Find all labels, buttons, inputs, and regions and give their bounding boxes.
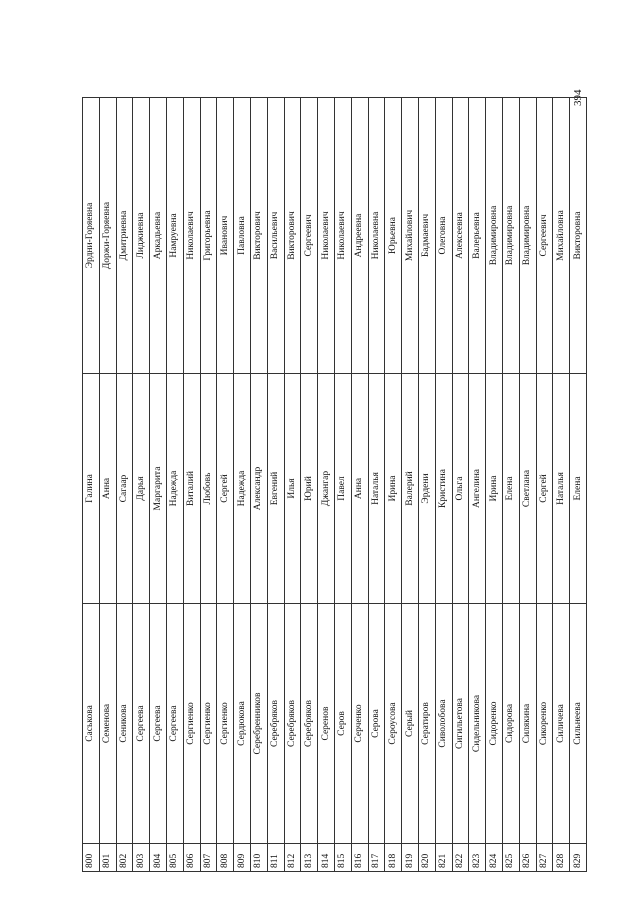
table-row bbox=[234, 98, 251, 872]
rotated-table-frame bbox=[82, 98, 583, 872]
table-row bbox=[250, 98, 267, 872]
table-row bbox=[83, 98, 100, 872]
row-number-cell: 806 bbox=[183, 844, 200, 872]
row-number-cell: 829 bbox=[570, 844, 587, 872]
patronymic-cell: Григорьевна bbox=[200, 98, 217, 374]
row-number-cell: 828 bbox=[553, 844, 570, 872]
page-number: 394 bbox=[572, 89, 584, 107]
first-name-cell: Ирина bbox=[385, 374, 402, 604]
patronymic-cell: Лиджиевна bbox=[133, 98, 150, 374]
first-name-cell: Маргарита bbox=[150, 374, 167, 604]
table-row bbox=[334, 98, 351, 872]
table-row bbox=[452, 98, 469, 872]
table-row bbox=[536, 98, 553, 872]
row-number-cell: 813 bbox=[301, 844, 318, 872]
table-row bbox=[368, 98, 385, 872]
row-number-cell: 825 bbox=[502, 844, 519, 872]
row-number-cell: 818 bbox=[385, 844, 402, 872]
row-number-cell: 819 bbox=[402, 844, 419, 872]
patronymic-cell: Дмитриевна bbox=[116, 98, 133, 374]
table-row bbox=[284, 98, 301, 872]
last-name-cell: Сергиенко bbox=[200, 604, 217, 844]
patronymic-cell: Павловна bbox=[234, 98, 251, 374]
table-row bbox=[502, 98, 519, 872]
patronymic-cell: Николаевич bbox=[334, 98, 351, 374]
row-number-cell: 805 bbox=[166, 844, 183, 872]
last-name-cell: Сергиенко bbox=[217, 604, 234, 844]
row-number-cell: 821 bbox=[435, 844, 452, 872]
row-number-cell: 820 bbox=[418, 844, 435, 872]
last-name-cell: Сергеева bbox=[166, 604, 183, 844]
table-row bbox=[116, 98, 133, 872]
first-name-cell: Надежда bbox=[234, 374, 251, 604]
first-name-cell: Ангелина bbox=[469, 374, 486, 604]
first-name-cell: Сергей bbox=[536, 374, 553, 604]
table-row bbox=[435, 98, 452, 872]
row-number-cell: 802 bbox=[116, 844, 133, 872]
registry-table-container bbox=[82, 98, 583, 872]
patronymic-cell: Доржи-Горяевна bbox=[99, 98, 116, 374]
first-name-cell: Евгений bbox=[267, 374, 284, 604]
last-name-cell: Силичева bbox=[553, 604, 570, 844]
first-name-cell: Дарья bbox=[133, 374, 150, 604]
first-name-cell: Ольга bbox=[452, 374, 469, 604]
table-row bbox=[133, 98, 150, 872]
row-number-cell: 817 bbox=[368, 844, 385, 872]
table-row bbox=[553, 98, 570, 872]
table-row bbox=[183, 98, 200, 872]
patronymic-cell: Аркадьевна bbox=[150, 98, 167, 374]
last-name-cell: Сергиенко bbox=[183, 604, 200, 844]
first-name-cell: Наталья bbox=[368, 374, 385, 604]
last-name-cell: Силякина bbox=[519, 604, 536, 844]
first-name-cell: Кристина bbox=[435, 374, 452, 604]
last-name-cell: Сидорова bbox=[502, 604, 519, 844]
patronymic-cell: Владимировна bbox=[519, 98, 536, 374]
table-row bbox=[267, 98, 284, 872]
last-name-cell: Серченко bbox=[351, 604, 368, 844]
last-name-cell: Серебряков bbox=[267, 604, 284, 844]
first-name-cell: Анна bbox=[351, 374, 368, 604]
table-row bbox=[570, 98, 587, 872]
row-number-cell: 822 bbox=[452, 844, 469, 872]
patronymic-cell: Николаевна bbox=[368, 98, 385, 374]
first-name-cell: Надежда bbox=[166, 374, 183, 604]
first-name-cell: Ирина bbox=[486, 374, 503, 604]
patronymic-cell: Сергеевич bbox=[536, 98, 553, 374]
first-name-cell: Эрдени bbox=[418, 374, 435, 604]
patronymic-cell: Васильевич bbox=[267, 98, 284, 374]
first-name-cell: Илья bbox=[284, 374, 301, 604]
row-number-cell: 811 bbox=[267, 844, 284, 872]
table-row bbox=[150, 98, 167, 872]
table-row bbox=[519, 98, 536, 872]
last-name-cell: Сергеева bbox=[150, 604, 167, 844]
patronymic-cell: Сергеевич bbox=[301, 98, 318, 374]
first-name-cell: Юрий bbox=[301, 374, 318, 604]
patronymic-cell: Олеговна bbox=[435, 98, 452, 374]
table-row bbox=[217, 98, 234, 872]
last-name-cell: Серебряков bbox=[301, 604, 318, 844]
patronymic-cell: Николаевич bbox=[318, 98, 335, 374]
patronymic-cell: Владимировна bbox=[486, 98, 503, 374]
first-name-cell: Галина bbox=[83, 374, 100, 604]
last-name-cell: Сердюкова bbox=[234, 604, 251, 844]
last-name-cell: Сидельникова bbox=[469, 604, 486, 844]
patronymic-cell: Андреевна bbox=[351, 98, 368, 374]
patronymic-cell: Бадмаевич bbox=[418, 98, 435, 374]
first-name-cell: Любовь bbox=[200, 374, 217, 604]
table-row bbox=[418, 98, 435, 872]
row-number-cell: 803 bbox=[133, 844, 150, 872]
first-name-cell: Сагаар bbox=[116, 374, 133, 604]
row-number-cell: 810 bbox=[250, 844, 267, 872]
last-name-cell: Серенов bbox=[318, 604, 335, 844]
patronymic-cell: Викторовна bbox=[570, 98, 587, 374]
first-name-cell: Наталья bbox=[553, 374, 570, 604]
table-row bbox=[385, 98, 402, 872]
row-number-cell: 826 bbox=[519, 844, 536, 872]
table-row bbox=[486, 98, 503, 872]
patronymic-cell: Викторович bbox=[284, 98, 301, 374]
first-name-cell: Светлана bbox=[519, 374, 536, 604]
first-name-cell: Анна bbox=[99, 374, 116, 604]
row-number-cell: 809 bbox=[234, 844, 251, 872]
patronymic-cell: Алексеевна bbox=[452, 98, 469, 374]
last-name-cell: Серый bbox=[402, 604, 419, 844]
row-number-cell: 804 bbox=[150, 844, 167, 872]
first-name-cell: Сергей bbox=[217, 374, 234, 604]
table-row bbox=[301, 98, 318, 872]
last-name-cell: Сератиров bbox=[418, 604, 435, 844]
first-name-cell: Елена bbox=[502, 374, 519, 604]
row-number-cell: 808 bbox=[217, 844, 234, 872]
patronymic-cell: Михайлович bbox=[402, 98, 419, 374]
table-row bbox=[402, 98, 419, 872]
patronymic-cell: Владимировна bbox=[502, 98, 519, 374]
row-number-cell: 823 bbox=[469, 844, 486, 872]
last-name-cell: Сиволобова bbox=[435, 604, 452, 844]
registry-table bbox=[82, 97, 587, 872]
patronymic-cell: Иванович bbox=[217, 98, 234, 374]
first-name-cell: Елена bbox=[570, 374, 587, 604]
row-number-cell: 816 bbox=[351, 844, 368, 872]
last-name-cell: Сеникова bbox=[116, 604, 133, 844]
table-row bbox=[166, 98, 183, 872]
last-name-cell: Сикоренко bbox=[536, 604, 553, 844]
last-name-cell: Саськова bbox=[83, 604, 100, 844]
patronymic-cell: Юрьевна bbox=[385, 98, 402, 374]
row-number-cell: 824 bbox=[486, 844, 503, 872]
patronymic-cell: Валерьевна bbox=[469, 98, 486, 374]
last-name-cell: Серова bbox=[368, 604, 385, 844]
last-name-cell: Сергеева bbox=[133, 604, 150, 844]
first-name-cell: Виталий bbox=[183, 374, 200, 604]
row-number-cell: 827 bbox=[536, 844, 553, 872]
patronymic-cell: Михайловна bbox=[553, 98, 570, 374]
last-name-cell: Сильнеева bbox=[570, 604, 587, 844]
first-name-cell: Валерий bbox=[402, 374, 419, 604]
table-row bbox=[351, 98, 368, 872]
table-row bbox=[318, 98, 335, 872]
row-number-cell: 801 bbox=[99, 844, 116, 872]
last-name-cell: Сидоренко bbox=[486, 604, 503, 844]
patronymic-cell: Николаевич bbox=[183, 98, 200, 374]
patronymic-cell: Эрдни-Горяевна bbox=[83, 98, 100, 374]
last-name-cell: Серов bbox=[334, 604, 351, 844]
patronymic-cell: Намруевна bbox=[166, 98, 183, 374]
last-name-cell: Сероусова bbox=[385, 604, 402, 844]
first-name-cell: Александр bbox=[250, 374, 267, 604]
table-row bbox=[200, 98, 217, 872]
last-name-cell: Серебренников bbox=[250, 604, 267, 844]
first-name-cell: Джангар bbox=[318, 374, 335, 604]
patronymic-cell: Викторович bbox=[250, 98, 267, 374]
row-number-cell: 815 bbox=[334, 844, 351, 872]
row-number-cell: 800 bbox=[83, 844, 100, 872]
last-name-cell: Семенова bbox=[99, 604, 116, 844]
last-name-cell: Серебряков bbox=[284, 604, 301, 844]
first-name-cell: Павел bbox=[334, 374, 351, 604]
table-row bbox=[99, 98, 116, 872]
row-number-cell: 812 bbox=[284, 844, 301, 872]
last-name-cell: Сигильетова bbox=[452, 604, 469, 844]
registry-table-body bbox=[83, 98, 587, 872]
row-number-cell: 814 bbox=[318, 844, 335, 872]
table-row bbox=[469, 98, 486, 872]
row-number-cell: 807 bbox=[200, 844, 217, 872]
